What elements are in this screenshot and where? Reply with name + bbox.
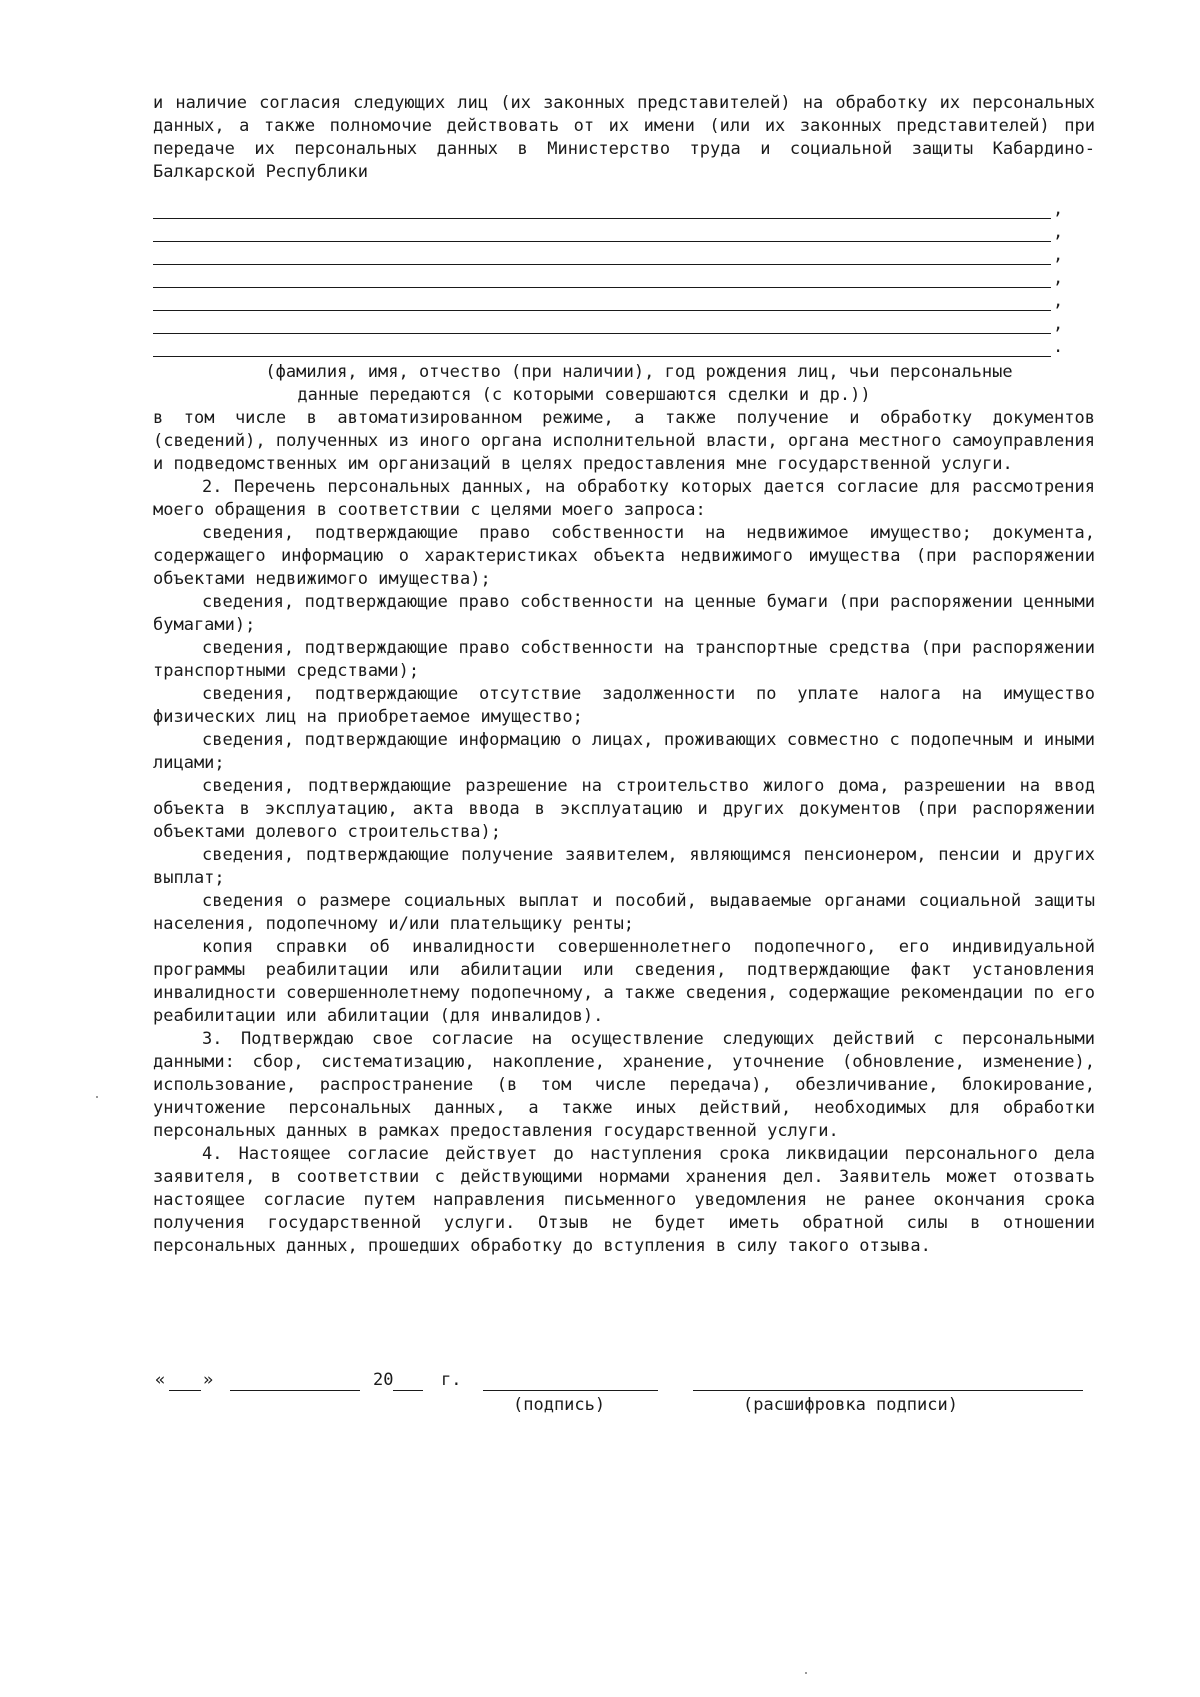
item-2-entry: сведения, подтверждающие получение заявителем, являющимся пенсионером, пенсии и других выплат;: [153, 845, 1095, 888]
blank-line[interactable]: ,: [153, 265, 1095, 288]
item-2-entry: сведения, подтверждающие разрешение на строительство жилого дома, разрешении на ввод объекта в эксплуатацию, акта ввода в эксплуатацию и других документов (при распоряжении объектами долевого строительства);: [153, 776, 1095, 842]
signature-row: [153, 1368, 1095, 1394]
year-prefix: 20: [373, 1370, 394, 1390]
caption-line-2: данные передаются (с которыми совершаются сделки и др.)): [297, 385, 871, 405]
year-suffix: г.: [441, 1370, 462, 1390]
signature-label: (подпись): [513, 1395, 606, 1415]
blank-line[interactable]: ,: [153, 196, 1095, 219]
item-2-heading: 2. Перечень персональных данных, на обработку которых дается согласие для рассмотрения моего обращения в соответствии с целями моего запроса:: [153, 477, 1095, 520]
year-field[interactable]: [393, 1390, 423, 1391]
item-2-entry: сведения, подтверждающие право собственности на транспортные средства (при распоряжении транспортными средствами);: [153, 638, 1095, 681]
automated-processing-paragraph: в том числе в автоматизированном режиме, а также получение и обработку документов (сведений), полученных из иного органа исполнительной власти, органа местного самоуправления и подведомственных им организаций в целях предоставления мне государственной услуги.: [153, 408, 1095, 474]
names-caption: [153, 361, 1095, 407]
item-3-paragraph: 3. Подтверждаю свое согласие на осуществление следующих действий с персональными данными: сбор, систематизацию, накопление, хранение, уточнение (обновление, изменение), использование, распространение (в том числе передача), обезличивание, блокирование, уничтожение персональных данных, а также иных действий, необходимых для обработки персональных данных в рамках предоставления государственной услуги.: [153, 1029, 1095, 1141]
document-body: [153, 92, 1095, 1258]
item-2-entry: сведения, подтверждающие информацию о лицах, проживающих совместно с подопечным и иными лицами;: [153, 730, 1095, 773]
signature-decode-field[interactable]: [693, 1390, 1083, 1391]
item-2-entry: сведения, подтверждающие право собственности на недвижимое имущество; документа, содержащего информацию о характеристиках объекта недвижимого имущества (при распоряжении объектами недвижимого имущества);: [153, 523, 1095, 589]
item-4-paragraph: 4. Настоящее согласие действует до наступления срока ликвидации персонального дела заявителя, в соответствии с действующими нормами хранения дел. Заявитель может отозвать настоящее согласие путем направления письменного уведомления не ранее окончания срока получения государственной услуги. Отзыв не будет иметь обратной силы в отношении персональных данных, прошедших обработку до вступления в силу такого отзыва.: [153, 1144, 1095, 1256]
day-field[interactable]: [169, 1390, 201, 1391]
scan-speck: [96, 1096, 98, 1098]
blank-line[interactable]: ,: [153, 219, 1095, 242]
item-2-entry: сведения, подтверждающие отсутствие задолженности по уплате налога на имущество физических лиц на приобретаемое имущество;: [153, 684, 1095, 727]
item-2-entry: сведения, подтверждающие право собственности на ценные бумаги (при распоряжении ценными бумагами);: [153, 592, 1095, 635]
signature-decode-label: (расшифровка подписи): [743, 1395, 958, 1415]
blank-line[interactable]: .: [153, 334, 1095, 357]
month-field[interactable]: [230, 1390, 360, 1391]
blank-line[interactable]: ,: [153, 242, 1095, 265]
names-blank-lines: [153, 196, 1095, 357]
item-2-entry: копия справки об инвалидности совершеннолетнего подопечного, его индивидуальной программы реабилитации или абилитации или сведения, подтверждающие факт установления инвалидности совершеннолетнему подопечному, а также сведения, содержащие рекомендации по его реабилитации или абилитации (для инвалидов).: [153, 937, 1095, 1026]
signature-field[interactable]: [483, 1390, 658, 1391]
blank-line[interactable]: ,: [153, 311, 1095, 334]
quote-open: «: [155, 1370, 166, 1390]
intro-paragraph: и наличие согласия следующих лиц (их законных представителей) на обработку их персональных данных, а также полномочие действовать от их имени (или их законных представителей) при передаче их персональных данных в Министерство труда и социальной защиты Кабардино-Балкарской Республики: [153, 93, 1095, 182]
blank-line[interactable]: ,: [153, 288, 1095, 311]
signature-labels: [153, 1394, 1095, 1418]
caption-line-1: (фамилия, имя, отчество (при наличии), год рождения лиц, чьи персональные: [265, 362, 1013, 382]
scan-speck: [805, 1672, 807, 1674]
item-2-entry: сведения о размере социальных выплат и пособий, выдаваемые органами социальной защиты населения, подопечному и/или плательщику ренты;: [153, 891, 1095, 934]
quote-close: »: [203, 1370, 214, 1390]
